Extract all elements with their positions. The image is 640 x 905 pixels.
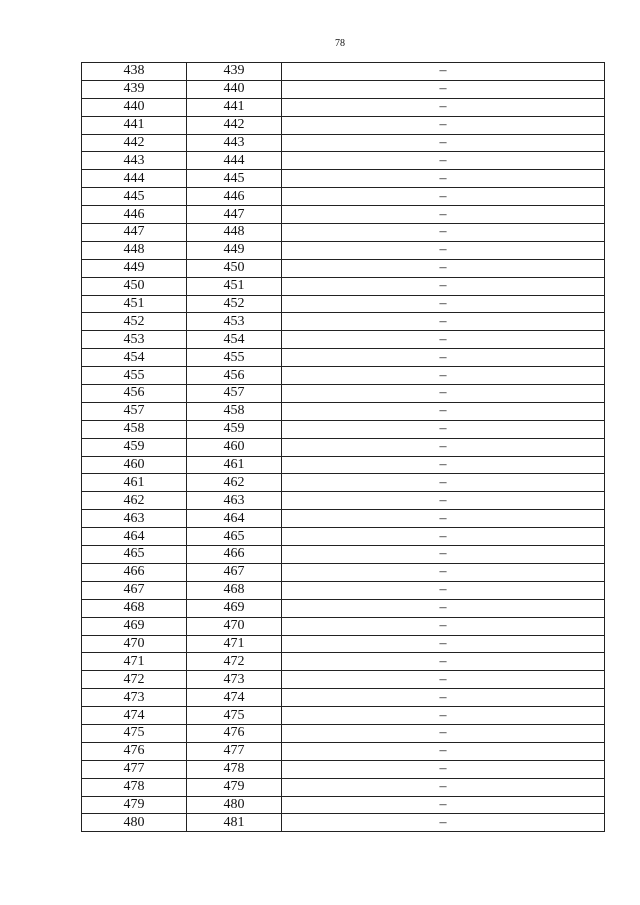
- table-cell-from: 441: [82, 116, 187, 134]
- table-cell-from: 438: [82, 63, 187, 81]
- table-cell-from: 457: [82, 402, 187, 420]
- table-cell-from: 442: [82, 134, 187, 152]
- data-table: [81, 62, 605, 832]
- table-row: [82, 98, 605, 116]
- page-number: 78: [335, 38, 345, 49]
- table-row: [82, 796, 605, 814]
- table-row: [82, 438, 605, 456]
- table-row: [82, 349, 605, 367]
- table-cell-value: –: [282, 116, 605, 134]
- table-row: [82, 510, 605, 528]
- table-row: [82, 671, 605, 689]
- table-cell-to: 479: [187, 778, 282, 796]
- table-cell-to: 470: [187, 617, 282, 635]
- table-cell-to: 453: [187, 313, 282, 331]
- table-cell-to: 480: [187, 796, 282, 814]
- table-cell-from: 478: [82, 778, 187, 796]
- table-cell-to: 449: [187, 241, 282, 259]
- table-row: [82, 707, 605, 725]
- table-row: [82, 581, 605, 599]
- table-row: [82, 760, 605, 778]
- table-cell-value: –: [282, 546, 605, 564]
- table-cell-to: 441: [187, 98, 282, 116]
- table-cell-to: 446: [187, 188, 282, 206]
- table-cell-to: 452: [187, 295, 282, 313]
- table-cell-to: 451: [187, 277, 282, 295]
- table-row: [82, 80, 605, 98]
- table-row: [82, 295, 605, 313]
- table-cell-from: 473: [82, 689, 187, 707]
- table-cell-value: –: [282, 152, 605, 170]
- table-cell-value: –: [282, 742, 605, 760]
- table-cell-value: –: [282, 563, 605, 581]
- table-row: [82, 546, 605, 564]
- table-cell-from: 470: [82, 635, 187, 653]
- table-cell-value: –: [282, 313, 605, 331]
- table-cell-to: 471: [187, 635, 282, 653]
- table-cell-from: 468: [82, 599, 187, 617]
- table-row: [82, 224, 605, 242]
- table-cell-from: 471: [82, 653, 187, 671]
- table-row: [82, 653, 605, 671]
- table-cell-value: –: [282, 420, 605, 438]
- table-row: [82, 206, 605, 224]
- table-cell-to: 457: [187, 385, 282, 403]
- table-cell-to: 442: [187, 116, 282, 134]
- table-cell-to: 447: [187, 206, 282, 224]
- table-cell-value: –: [282, 814, 605, 832]
- table-cell-value: –: [282, 653, 605, 671]
- table-cell-value: –: [282, 438, 605, 456]
- table-cell-from: 460: [82, 456, 187, 474]
- table-row: [82, 259, 605, 277]
- table-cell-value: –: [282, 241, 605, 259]
- table-cell-value: –: [282, 80, 605, 98]
- table-cell-to: 456: [187, 367, 282, 385]
- table-row: [82, 402, 605, 420]
- table-cell-to: 440: [187, 80, 282, 98]
- table-row: [82, 63, 605, 81]
- table-cell-to: 477: [187, 742, 282, 760]
- table-row: [82, 420, 605, 438]
- table-row: [82, 456, 605, 474]
- table-cell-to: 467: [187, 563, 282, 581]
- table-cell-value: –: [282, 689, 605, 707]
- table-cell-value: –: [282, 510, 605, 528]
- table-cell-to: 475: [187, 707, 282, 725]
- table-cell-to: 454: [187, 331, 282, 349]
- table-row: [82, 724, 605, 742]
- table-cell-from: 453: [82, 331, 187, 349]
- table-cell-from: 463: [82, 510, 187, 528]
- table-cell-value: –: [282, 760, 605, 778]
- table-row: [82, 814, 605, 832]
- table-row: [82, 277, 605, 295]
- table-cell-from: 465: [82, 546, 187, 564]
- table-cell-from: 467: [82, 581, 187, 599]
- table-cell-to: 459: [187, 420, 282, 438]
- table-row: [82, 116, 605, 134]
- table-row: [82, 617, 605, 635]
- table-row: [82, 385, 605, 403]
- table-row: [82, 367, 605, 385]
- table-cell-value: –: [282, 277, 605, 295]
- table-cell-to: 464: [187, 510, 282, 528]
- table-cell-value: –: [282, 206, 605, 224]
- table-cell-value: –: [282, 492, 605, 510]
- table-cell-from: 448: [82, 241, 187, 259]
- table-cell-to: 461: [187, 456, 282, 474]
- table-cell-from: 450: [82, 277, 187, 295]
- table-row: [82, 635, 605, 653]
- table-cell-from: 462: [82, 492, 187, 510]
- table-cell-value: –: [282, 224, 605, 242]
- table-cell-to: 455: [187, 349, 282, 367]
- table-cell-value: –: [282, 188, 605, 206]
- table-cell-from: 479: [82, 796, 187, 814]
- table-cell-to: 473: [187, 671, 282, 689]
- table-cell-from: 451: [82, 295, 187, 313]
- table-cell-from: 452: [82, 313, 187, 331]
- table-cell-from: 443: [82, 152, 187, 170]
- table-cell-to: 462: [187, 474, 282, 492]
- table-cell-from: 449: [82, 259, 187, 277]
- table-cell-to: 448: [187, 224, 282, 242]
- table-cell-to: 469: [187, 599, 282, 617]
- table-cell-from: 480: [82, 814, 187, 832]
- table-cell-value: –: [282, 63, 605, 81]
- table-cell-from: 477: [82, 760, 187, 778]
- table-cell-from: 464: [82, 528, 187, 546]
- table-cell-to: 465: [187, 528, 282, 546]
- table-row: [82, 492, 605, 510]
- table-cell-to: 445: [187, 170, 282, 188]
- table-cell-value: –: [282, 402, 605, 420]
- table-cell-value: –: [282, 367, 605, 385]
- table-cell-to: 474: [187, 689, 282, 707]
- table-cell-value: –: [282, 635, 605, 653]
- table-cell-to: 439: [187, 63, 282, 81]
- table-cell-value: –: [282, 778, 605, 796]
- table-cell-to: 472: [187, 653, 282, 671]
- table-cell-value: –: [282, 349, 605, 367]
- table-row: [82, 474, 605, 492]
- table-row: [82, 563, 605, 581]
- table-cell-from: 444: [82, 170, 187, 188]
- table-cell-value: –: [282, 456, 605, 474]
- table-cell-to: 443: [187, 134, 282, 152]
- table-cell-value: –: [282, 98, 605, 116]
- table-cell-from: 469: [82, 617, 187, 635]
- table-cell-from: 475: [82, 724, 187, 742]
- table-cell-from: 459: [82, 438, 187, 456]
- table-cell-from: 454: [82, 349, 187, 367]
- table-row: [82, 778, 605, 796]
- table-cell-value: –: [282, 617, 605, 635]
- table-cell-to: 481: [187, 814, 282, 832]
- table-cell-value: –: [282, 385, 605, 403]
- table-cell-from: 466: [82, 563, 187, 581]
- table-cell-to: 450: [187, 259, 282, 277]
- table-cell-value: –: [282, 796, 605, 814]
- table-cell-value: –: [282, 134, 605, 152]
- table-row: [82, 152, 605, 170]
- table-cell-from: 476: [82, 742, 187, 760]
- table-cell-from: 455: [82, 367, 187, 385]
- table-row: [82, 331, 605, 349]
- table-cell-to: 463: [187, 492, 282, 510]
- table-cell-from: 474: [82, 707, 187, 725]
- table-cell-value: –: [282, 724, 605, 742]
- table-cell-value: –: [282, 474, 605, 492]
- table-row: [82, 313, 605, 331]
- table-cell-from: 447: [82, 224, 187, 242]
- table-row: [82, 689, 605, 707]
- table-cell-from: 445: [82, 188, 187, 206]
- table-cell-value: –: [282, 170, 605, 188]
- table-cell-to: 460: [187, 438, 282, 456]
- table-cell-value: –: [282, 528, 605, 546]
- table-row: [82, 170, 605, 188]
- table-row: [82, 134, 605, 152]
- table-cell-from: 440: [82, 98, 187, 116]
- table-cell-to: 478: [187, 760, 282, 778]
- table-cell-value: –: [282, 295, 605, 313]
- table-cell-from: 461: [82, 474, 187, 492]
- table-cell-to: 476: [187, 724, 282, 742]
- table-cell-value: –: [282, 259, 605, 277]
- table-cell-to: 466: [187, 546, 282, 564]
- table-cell-value: –: [282, 599, 605, 617]
- table-row: [82, 742, 605, 760]
- table-cell-value: –: [282, 707, 605, 725]
- table-cell-to: 468: [187, 581, 282, 599]
- table-cell-from: 456: [82, 385, 187, 403]
- table-body: [82, 63, 605, 832]
- table-row: [82, 188, 605, 206]
- table-row: [82, 599, 605, 617]
- table-cell-value: –: [282, 331, 605, 349]
- table-cell-from: 472: [82, 671, 187, 689]
- table-row: [82, 528, 605, 546]
- table-cell-from: 439: [82, 80, 187, 98]
- table-cell-to: 444: [187, 152, 282, 170]
- table-cell-from: 446: [82, 206, 187, 224]
- table-cell-to: 458: [187, 402, 282, 420]
- table-row: [82, 241, 605, 259]
- table-cell-from: 458: [82, 420, 187, 438]
- table-cell-value: –: [282, 671, 605, 689]
- table-cell-value: –: [282, 581, 605, 599]
